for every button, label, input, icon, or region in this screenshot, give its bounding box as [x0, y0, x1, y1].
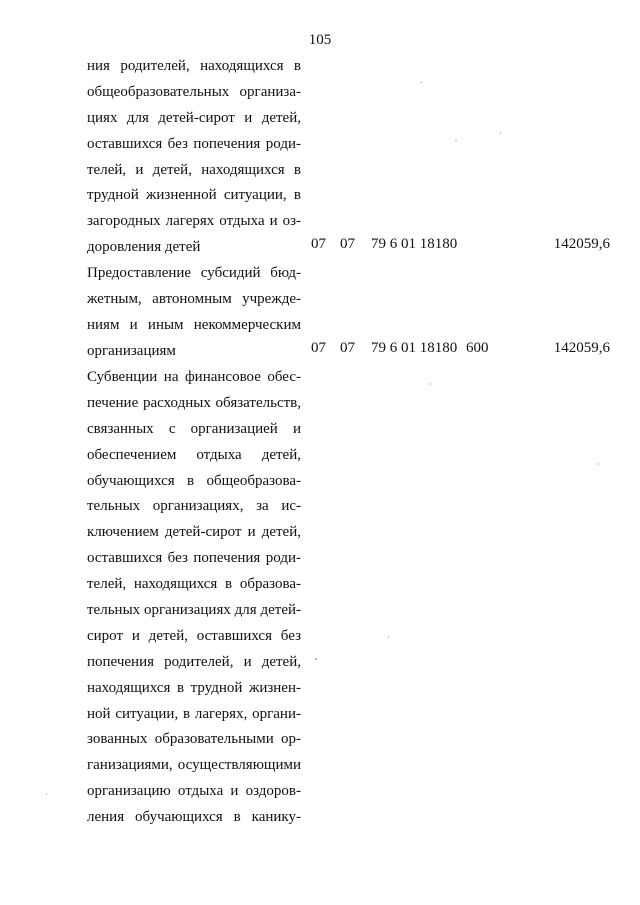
text-line: ния родителей, находящихся в [87, 58, 301, 74]
scan-speck [420, 82, 422, 83]
row-1-target-article: 79 6 01 18180 [371, 236, 458, 252]
text-line: ниям и иным некоммерческим [87, 316, 301, 333]
text-line: зованных образовательными ор- [87, 731, 301, 748]
scan-speck [315, 658, 317, 660]
scan-speck [430, 383, 431, 385]
row-2-description [87, 261, 301, 365]
row-2-subsection: 07 [340, 340, 355, 356]
page-number: 105 [308, 32, 332, 48]
text-line: жетным, автономным учрежде- [87, 290, 301, 307]
text-line: циях для детей-сирот и детей, [87, 109, 301, 126]
text-line: оставшихся без попечения роди- [87, 135, 301, 152]
text-line: ления обучающихся в канику- [87, 809, 301, 826]
row-1-section: 07 [311, 236, 326, 252]
text-line: обеспечением отдыха детей, [87, 446, 301, 463]
row-1-subsection: 07 [340, 236, 355, 252]
text-line: обучающихся в общеобразова- [87, 472, 301, 489]
row-2-expense-type: 600 [466, 340, 489, 356]
text-line: организацию отдыха и оздоров- [87, 783, 301, 800]
scan-speck [46, 793, 47, 795]
row-2-target-article: 79 6 01 18180 [371, 340, 458, 356]
text-line: тельных организациях, за ис- [87, 498, 301, 515]
scan-speck [500, 132, 501, 134]
text-line: находящихся в трудной жизнен- [87, 679, 301, 696]
scan-speck [598, 463, 599, 465]
text-line: ганизациями, осуществляющими [87, 757, 301, 774]
text-line: загородных лагерях отдыха и оз- [87, 213, 301, 230]
text-line: трудной жизненной ситуации, в [87, 187, 301, 204]
text-line: печение расходных обязательств, [87, 394, 301, 411]
text-line: связанных с организацией и [87, 420, 301, 437]
text-line: телей, находящихся в образова- [87, 576, 301, 593]
row-2-amount: 142059,6 [553, 340, 610, 356]
text-line: попечения родителей, и детей, [87, 653, 301, 670]
text-line: ключением детей-сирот и детей, [87, 524, 301, 541]
scan-speck [388, 636, 389, 638]
text-line: сирот и детей, оставшихся без [87, 627, 301, 644]
text-line: тельных организациях для детей- [87, 602, 301, 619]
text-line: организациям [87, 342, 176, 359]
text-line: оставшихся без попечения роди- [87, 550, 301, 567]
row-3-description [87, 365, 301, 831]
text-line: доровления детей [87, 239, 201, 256]
text-line: общеобразовательных организа- [87, 83, 301, 100]
text-line: Субвенции на финансовое обес- [87, 369, 301, 385]
text-line: телей, и детей, находящихся в [87, 161, 301, 178]
row-2-section: 07 [311, 340, 326, 356]
row-1-description [87, 54, 301, 261]
scan-speck [455, 140, 457, 141]
text-line: Предоставление субсидий бюд- [87, 265, 301, 281]
row-1-amount: 142059,6 [553, 236, 610, 252]
text-line: ной ситуации, в лагерях, органи- [87, 705, 301, 722]
